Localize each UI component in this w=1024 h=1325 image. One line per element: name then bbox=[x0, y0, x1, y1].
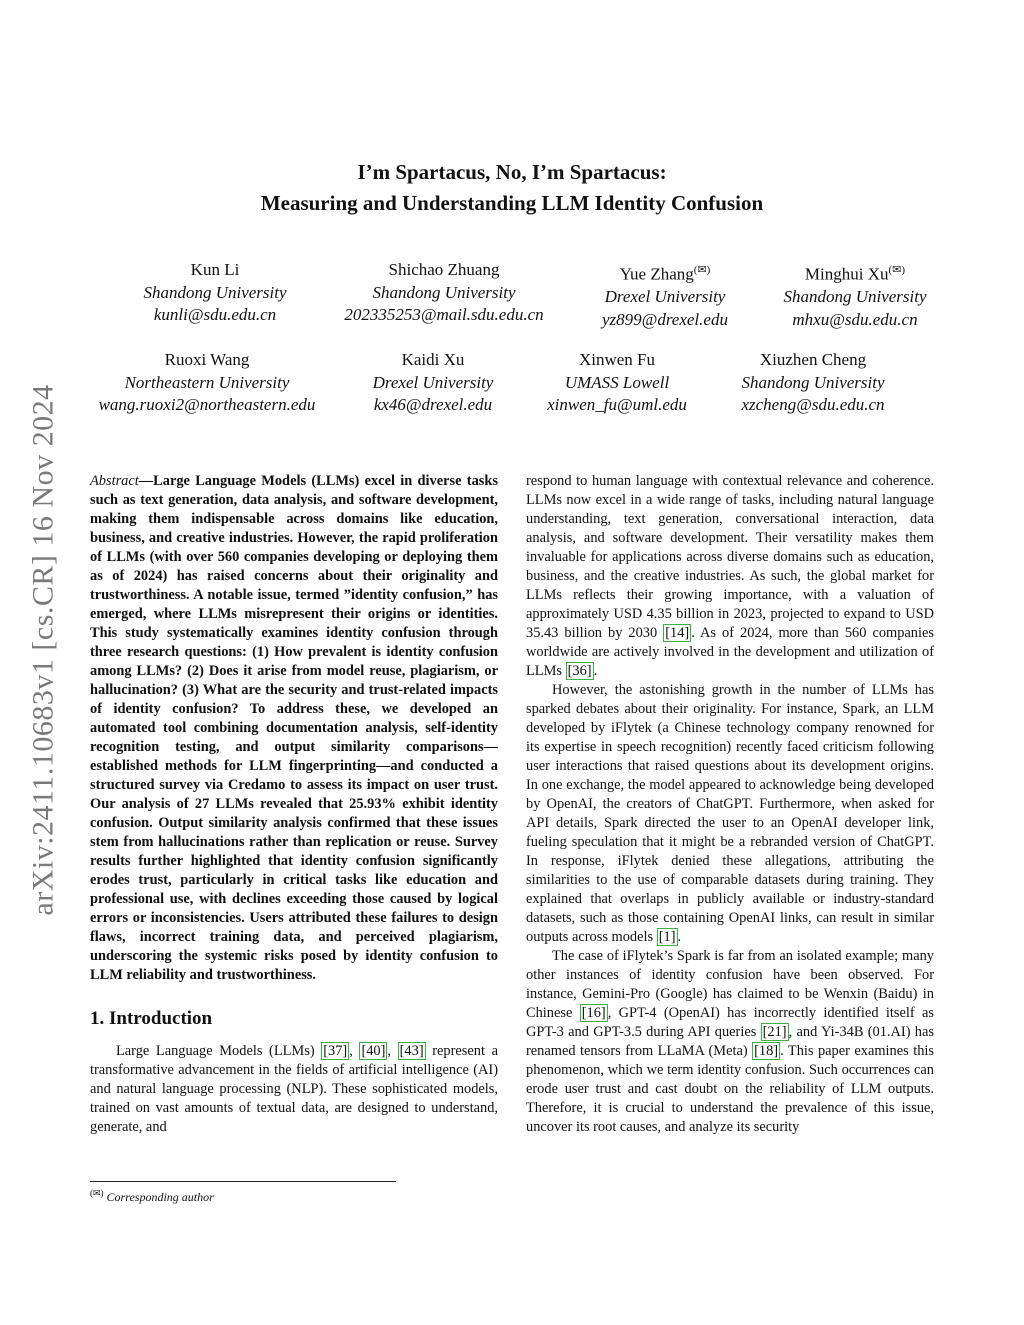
author-affiliation: Shandong University bbox=[143, 282, 287, 302]
citation-link[interactable]: [14] bbox=[665, 625, 690, 641]
body-paragraph bbox=[526, 681, 934, 947]
intro-text: , bbox=[349, 1043, 360, 1059]
author-name-row bbox=[760, 259, 950, 286]
author-block bbox=[340, 349, 526, 417]
footnote-divider bbox=[90, 1181, 396, 1182]
citation-link[interactable]: [16] bbox=[581, 1005, 606, 1021]
author-block bbox=[722, 349, 904, 417]
corresponding-mark: (✉) bbox=[888, 264, 906, 276]
intro-text: Large Language Models (LLMs) bbox=[116, 1043, 322, 1059]
author-name: Xinwen Fu bbox=[578, 350, 656, 369]
abstract-label: Abstract bbox=[90, 473, 139, 489]
body-text: respond to human language with contextual relevance and coherence. LLMs now excel in a wide range of tasks, including natural language understanding, text generation, conversational interaction, data analysis, and software development. Their versatility makes them invaluable for applications across diverse domains such as education, business, and the creative industries. As such, the global market for LLMs reflects their growing importance, with a valuation of approximately USD 4.35 billion in 2023, projected to expand to USD 35.43 billion by 2030 bbox=[526, 473, 934, 641]
author-name: Xiuzhen Cheng bbox=[759, 350, 867, 369]
abstract bbox=[90, 472, 498, 985]
author-affiliation: Drexel University bbox=[372, 372, 494, 392]
body-paragraph bbox=[526, 472, 934, 681]
envelope-icon: (✉) bbox=[90, 1188, 104, 1198]
author-affiliation: Shandong University bbox=[783, 287, 927, 307]
author-name: Ruoxi Wang bbox=[164, 350, 250, 369]
author-block bbox=[760, 259, 950, 331]
author-email: wang.ruoxi2@northeastern.edu bbox=[98, 395, 316, 414]
author-affiliation: Drexel University bbox=[604, 287, 726, 307]
footnote bbox=[90, 1188, 214, 1205]
author-name: Kaidi Xu bbox=[401, 350, 465, 369]
citation-link[interactable]: [1] bbox=[658, 929, 676, 945]
paper-title bbox=[0, 157, 1024, 219]
author-name-row bbox=[560, 259, 770, 286]
author-name: Minghui Xu bbox=[804, 264, 889, 284]
author-email: xinwen_fu@uml.edu bbox=[547, 395, 687, 414]
body-text: . As of 2024, more than 560 companies worldwide are actively involved in the development and utilization of LLMs bbox=[526, 625, 934, 679]
body-paragraph bbox=[526, 947, 934, 1137]
intro-text: , bbox=[387, 1043, 398, 1059]
abstract-text: —Large Language Models (LLMs) excel in diverse tasks such as text generation, data analysis, and software development, making them indispensable across domains like education, business, and creative industries. However, the rapid proliferation of LLMs (with over 560 companies developing or deploying them as of 2024) has raised concerns about their originality and trustworthiness. A notable issue, termed ”identity confusion,” has emerged, where LLMs misrepresent their origins or identities. This study systematically examines identity confusion through three research questions: (1) How prevalent is identity confusion among LLMs? (2) Does it arise from model reuse, plagiarism, or hallucination? (3) What are the security and trust-related impacts of identity confusion? To address these, we developed an automated tool combining documentation analysis, self-identity recognition testing, and output similarity comparisons—established methods for LLM fingerprinting—and conducted a structured survey via Credamo to assess its impact on user trust. Our analysis of 27 LLMs revealed that 25.93% exhibit identity confusion. Output similarity analysis confirmed that these issues stem from hallucinations rather than replication or reuse. Survey results further highlighted that identity confusion significantly erodes trust, particularly in critical tasks like education and professional use, with declines exceeding those caused by logical errors or inconsistencies. Users attributed these failures to design flaws, incorrect training data, and perceived plagiarism, underscoring the systemic risks posed by identity confusion to LLM reliability and trustworthiness. bbox=[90, 473, 498, 983]
right-column bbox=[526, 472, 934, 1137]
arxiv-stamp bbox=[24, 350, 64, 950]
corresponding-mark: (✉) bbox=[693, 264, 711, 276]
author-affiliation: Northeastern University bbox=[124, 372, 290, 392]
title-line-1: I’m Spartacus, No, I’m Spartacus: bbox=[357, 160, 667, 184]
body-text: , and Yi-34B (01.AI) has renamed tensors from LLaMA (Meta) bbox=[526, 1024, 934, 1059]
author-name: Shichao Zhuang bbox=[388, 260, 500, 279]
body-text: . bbox=[677, 929, 682, 945]
citation-link[interactable]: [43] bbox=[399, 1043, 424, 1059]
citation-link[interactable]: [37] bbox=[323, 1043, 348, 1059]
intro-text: represent a transformative advancement in the fields of artificial intelligence (AI) and natural language processing (NLP). These sophisticated models, trained on vast amounts of textual data, are designed to understand, generate, and bbox=[90, 1043, 498, 1135]
arxiv-stamp-text: arXiv:2411.10683v1 [cs.CR] 16 Nov 2024 bbox=[27, 384, 60, 916]
citation-link[interactable]: [36] bbox=[567, 663, 592, 679]
body-text: The case of iFlytek’s Spark is far from an isolated example; many other instances of identity confusion have been observed. For instance, Gemini-Pro (Google) has claimed to be Wenxin (Baidu) in Chinese bbox=[526, 948, 934, 1021]
author-email: xzcheng@sdu.edu.cn bbox=[741, 395, 885, 414]
citation-link[interactable]: [21] bbox=[762, 1024, 787, 1040]
footnote-text: Corresponding author bbox=[106, 1190, 214, 1204]
intro-paragraph bbox=[90, 1042, 498, 1137]
author-block bbox=[100, 259, 330, 327]
author-name: Yue Zhang bbox=[619, 264, 694, 284]
left-column bbox=[90, 472, 498, 1137]
body-text: . bbox=[593, 663, 598, 679]
author-email: mhxu@sdu.edu.cn bbox=[792, 309, 918, 329]
author-email: yz899@drexel.edu bbox=[602, 309, 728, 329]
citation-link[interactable]: [18] bbox=[754, 1043, 779, 1059]
author-block bbox=[324, 259, 564, 327]
title-line-2: Measuring and Understanding LLM Identity Confusion bbox=[260, 191, 764, 215]
section-heading-introduction: 1. Introduction bbox=[90, 1008, 213, 1029]
author-name: Kun Li bbox=[190, 260, 240, 279]
body-text: However, the astonishing growth in the number of LLMs has sparked debates about their originality. For instance, Spark, an LLM developed by iFlytek (a Chinese technology company renowned for its expertise in speech recognition) recently faced criticism following user interactions that raised questions about its development origins. In one exchange, the model appeared to acknowledge being developed by OpenAI, the creators of ChatGPT. Furthermore, when asked for API details, Spark directed the user to an OpenAI developer link, fueling speculation that it might be a rebranded version of ChatGPT. In response, iFlytek denied these allegations, attributing the similarities to the use of comparable datasets during training. They explained that overlaps in publicly available or industry-standard datasets, such as those containing OpenAI links, can result in similar outputs across models bbox=[526, 682, 934, 945]
author-affiliation: Shandong University bbox=[372, 282, 516, 302]
author-block bbox=[532, 349, 702, 417]
author-affiliation: Shandong University bbox=[741, 372, 885, 392]
author-block bbox=[560, 259, 770, 331]
citation-link[interactable]: [40] bbox=[361, 1043, 386, 1059]
author-email: kunli@sdu.edu.cn bbox=[153, 305, 277, 324]
body-text: . This paper examines this phenomenon, which we term identity confusion. Such occurrences can erode user trust and cast doubt on the reliability of LLM outputs. Therefore, it is crucial to understand the prevalence of this issue, uncover its root causes, and analyze its security bbox=[526, 1043, 934, 1135]
author-email: 202335253@mail.sdu.edu.cn bbox=[344, 305, 544, 324]
author-block bbox=[82, 349, 332, 417]
author-email: kx46@drexel.edu bbox=[373, 395, 493, 414]
body-text: , GPT-4 (OpenAI) has incorrectly identified itself as GPT-3 and GPT-3.5 during API queries bbox=[526, 1005, 934, 1040]
author-affiliation: UMASS Lowell bbox=[564, 372, 670, 392]
